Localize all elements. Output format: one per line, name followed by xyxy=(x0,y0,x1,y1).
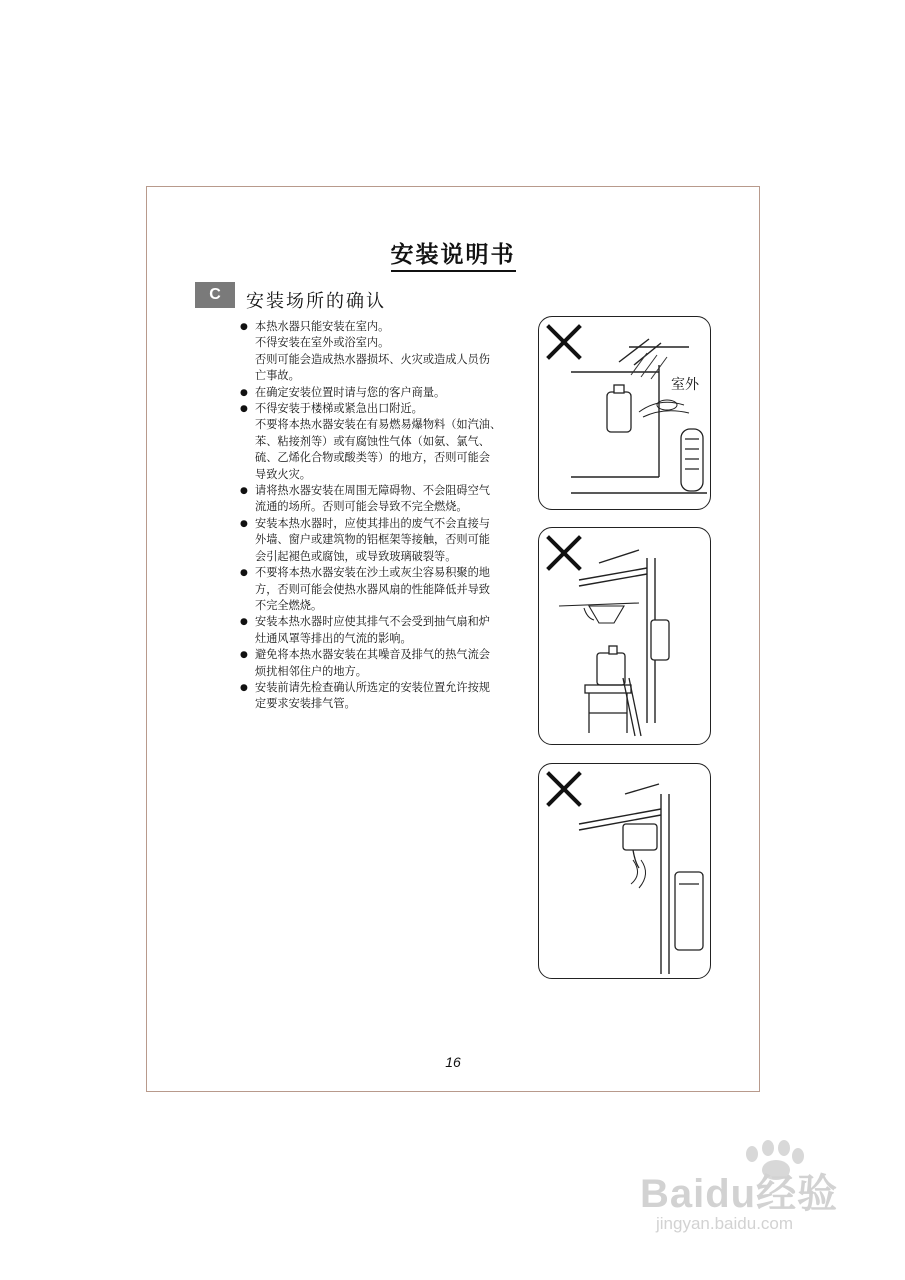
bullet-line: ● 不得安装于楼梯或紧急出口附近。 xyxy=(255,402,423,416)
outdoor-label: 室外 xyxy=(671,377,699,393)
bullet-line: ● 在确定安装位置时请与您的客户商量。 xyxy=(255,385,446,399)
airflow-illustration xyxy=(631,860,646,888)
bullet-line: 会引起褪色或腐蚀，或导致玻璃破裂等。 xyxy=(255,549,457,563)
rain-streaks xyxy=(631,353,667,379)
list-item xyxy=(240,680,522,713)
water-heater-illustration xyxy=(651,620,669,660)
wall-illustration xyxy=(579,550,655,723)
section-title: 安装场所的确认 xyxy=(246,291,386,312)
gas-cylinder-illustration xyxy=(681,429,703,491)
prohibited-x-icon xyxy=(549,774,579,804)
bullet-line: 烦扰相邻住户的地方。 xyxy=(255,664,367,678)
bullet-line: 苯、粘接剂等）或有腐蚀性气体（如氨、氯气、 xyxy=(255,434,490,448)
water-heater-illustration xyxy=(675,872,703,950)
bullet-line: 硫、乙烯化合物或酸类等）的地方，否则可能会 xyxy=(255,451,490,465)
document-title: 安装说明书 xyxy=(146,236,760,269)
illustration-flammables-prohibited xyxy=(538,527,711,745)
bullet-line: ● 不要将本热水器安装在沙土或灰尘容易积聚的地 xyxy=(255,566,490,580)
prohibited-x-icon xyxy=(549,327,579,357)
bullet-line: 流通的场所。否则可能会导致不完全燃烧。 xyxy=(255,500,468,514)
bullet-line: ● 安装本热水器时应使其排气不会受到抽气扇和炉 xyxy=(255,615,490,629)
watermark-url: jingyan.baidu.com xyxy=(656,1214,794,1233)
list-item xyxy=(240,614,522,647)
list-item xyxy=(240,565,522,614)
wall-illustration xyxy=(579,784,669,974)
list-item xyxy=(240,483,522,516)
bullet-line: 不得安装在室外或浴室内。 xyxy=(255,336,390,350)
bullet-line: 外墙、窗户或建筑物的铝框架等接触，否则可能 xyxy=(255,533,490,547)
water-heater-illustration xyxy=(607,385,631,432)
illustration-outdoor-prohibited xyxy=(538,316,711,510)
stool-illustration xyxy=(585,678,641,736)
prohibited-x-icon xyxy=(549,538,579,568)
bullet-line: 定要求安装排气管。 xyxy=(255,697,356,711)
bullet-line: 否则可能会造成热水器损坏、火灾或造成人员伤 xyxy=(255,352,490,366)
bullet-list xyxy=(240,319,522,713)
list-item xyxy=(240,516,522,565)
bullet-line: 不完全燃烧。 xyxy=(255,598,323,612)
bullet-line: 灶通风罩等排出的气流的影响。 xyxy=(255,631,412,645)
exhaust-fan-illustration xyxy=(623,824,657,868)
list-item xyxy=(240,319,522,385)
watermark-brand: Baidu经验 xyxy=(640,1172,839,1216)
bullet-line: 导致火灾。 xyxy=(255,467,311,481)
bullet-line: ● 安装本热水器时，应使其排出的废气不会直接与 xyxy=(255,516,490,530)
laundry-illustration xyxy=(559,603,639,623)
page-number: 16 xyxy=(445,1054,461,1070)
bullet-line: ● 避免将本热水器安装在其噪音及排气的热气流会 xyxy=(255,648,490,662)
bullet-line: ● 请将热水器安装在周围无障碍物、不会阻碍空气 xyxy=(255,484,490,498)
list-item xyxy=(240,401,522,483)
gas-can-illustration xyxy=(597,646,625,685)
bullet-line: 亡事故。 xyxy=(255,369,300,383)
baidu-watermark xyxy=(640,1140,870,1250)
wind-gust-illustration xyxy=(639,400,689,417)
list-item xyxy=(240,647,522,680)
bullet-line: 方，否则可能会使热水器风扇的性能降低并导致 xyxy=(255,582,490,596)
section-badge: C xyxy=(195,282,235,308)
bullet-line: ● 本热水器只能安装在室内。 xyxy=(255,320,390,333)
list-item xyxy=(240,385,522,401)
illustration-exhaust-prohibited xyxy=(538,763,711,979)
bullet-line: ● 安装前请先检查确认所选定的安装位置允许按规 xyxy=(255,680,490,694)
bullet-line: 不要将本热水器安装在有易燃易爆物料（如汽油、 xyxy=(255,418,502,432)
